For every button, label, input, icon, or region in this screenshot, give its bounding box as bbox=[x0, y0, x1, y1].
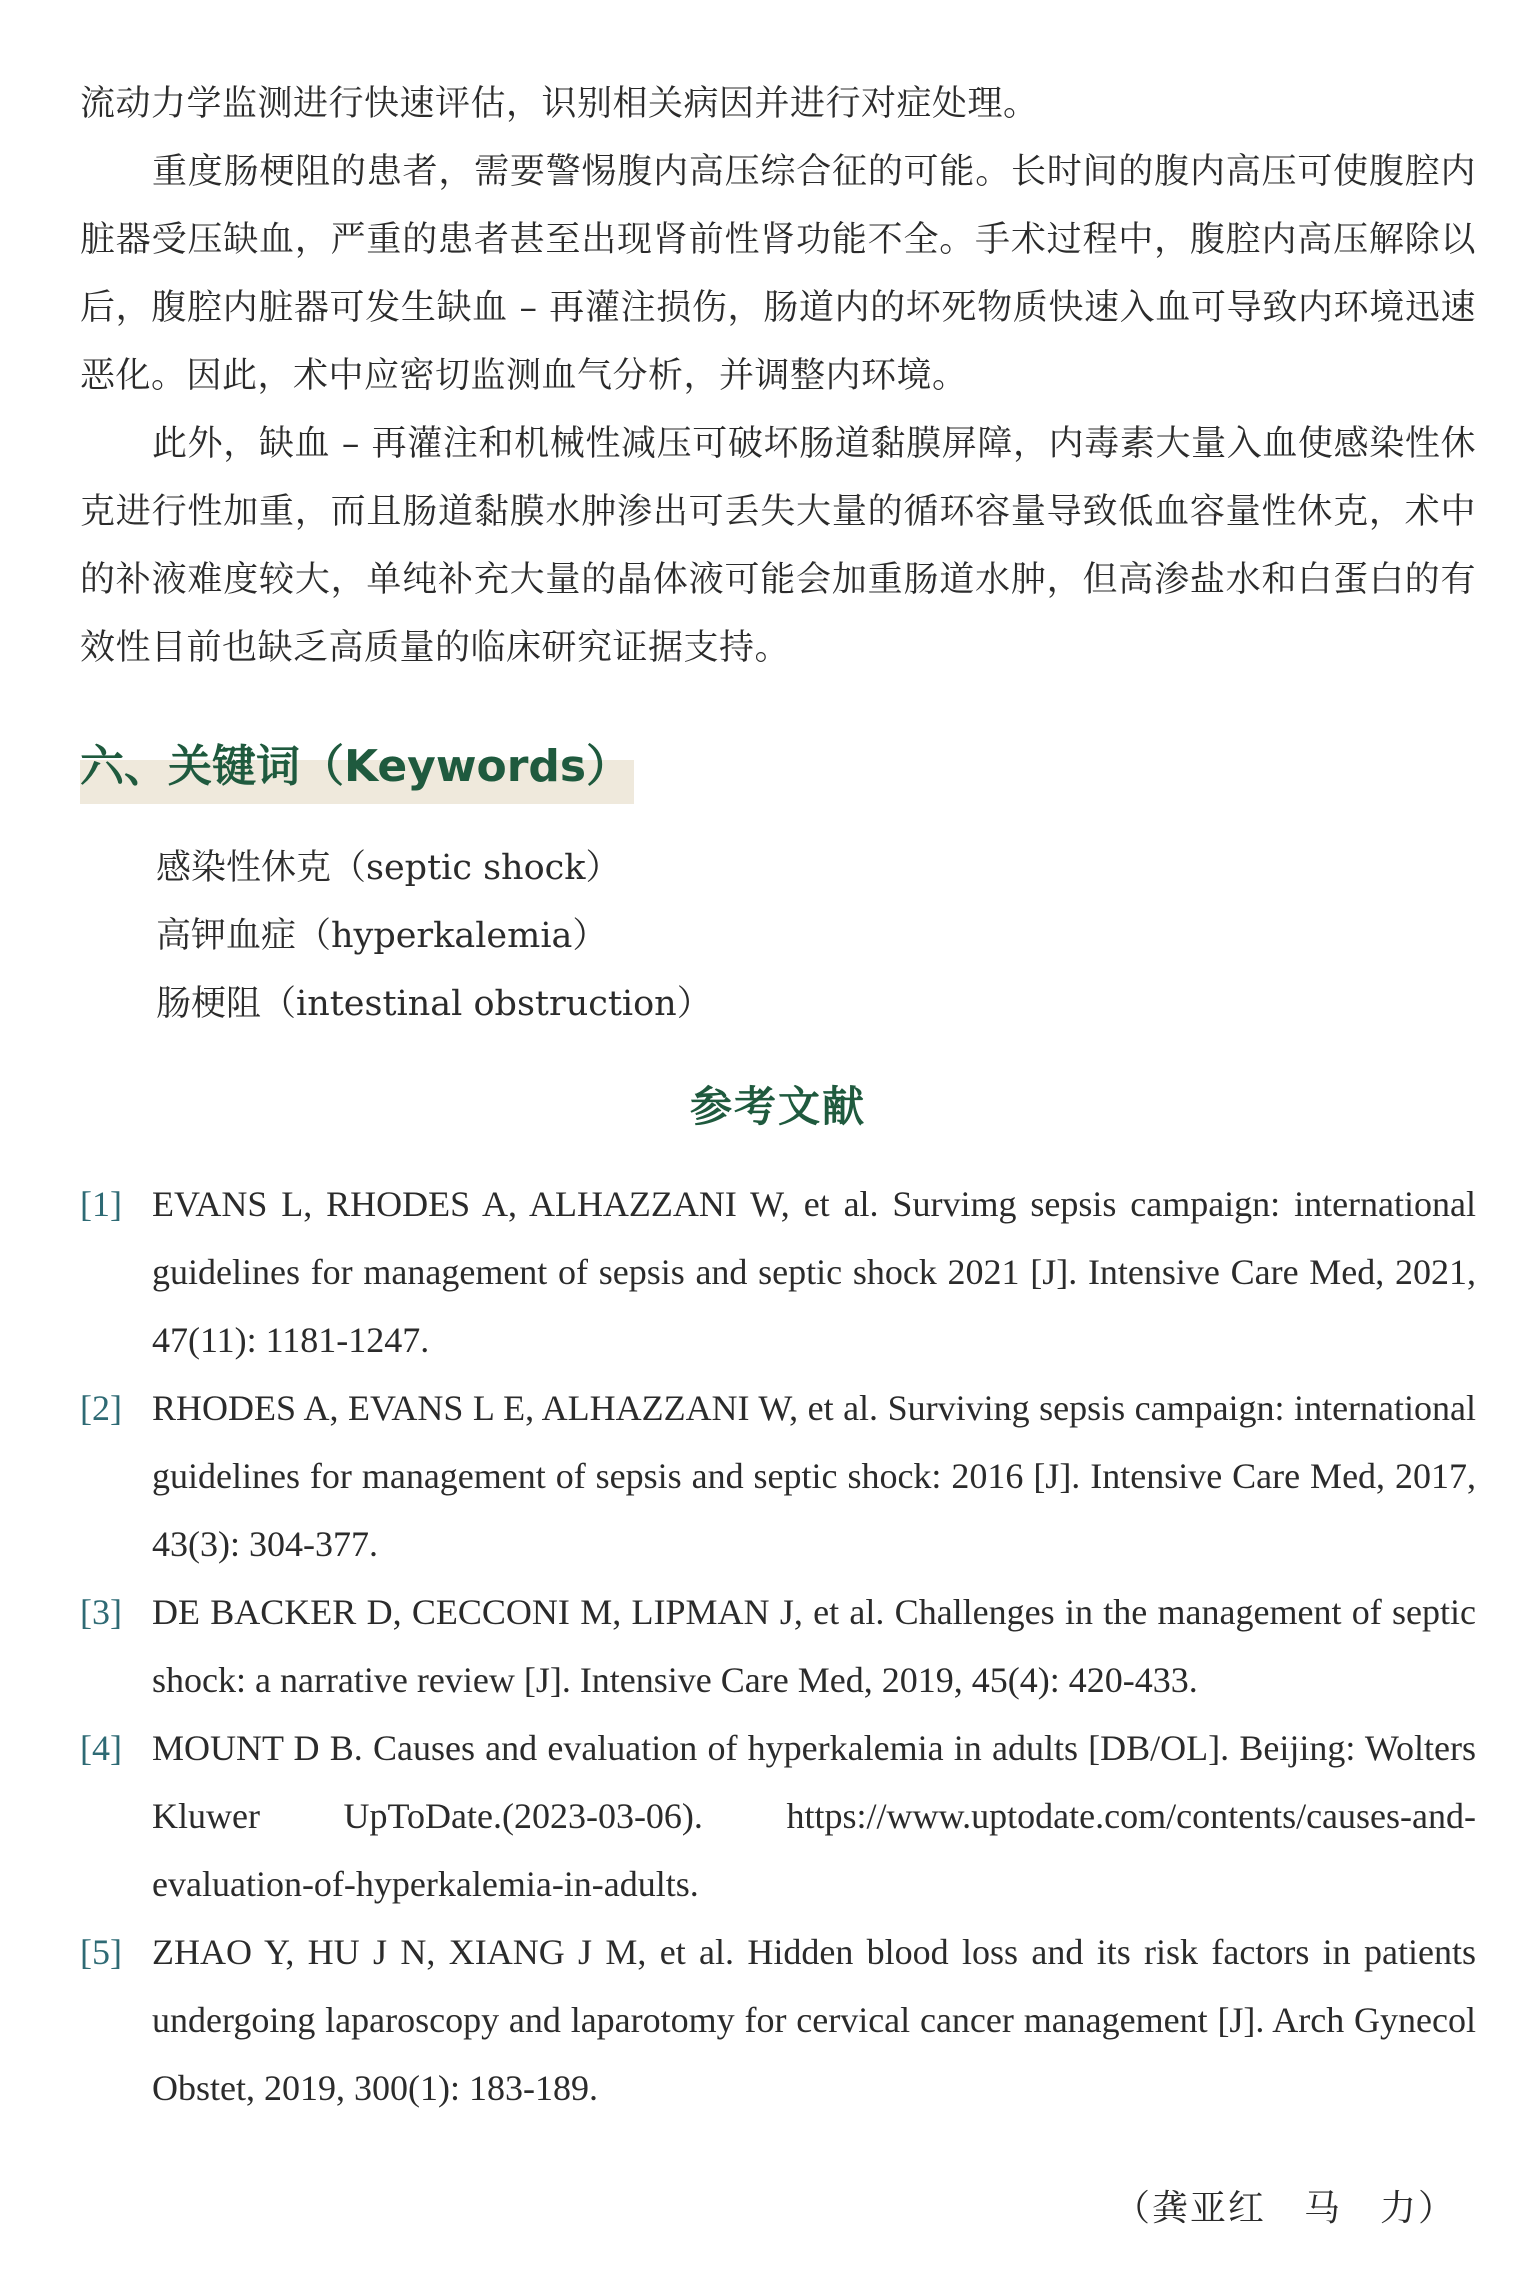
reference-text: RHODES A, EVANS L E, ALHAZZANI W, et al. Surviving sepsis campaign: international guidelines for management of sepsis and septic shock: 2016 [J]. Intensive Care Med, 2017, 43(3): 304-377. bbox=[152, 1388, 1476, 1564]
reference-number: [4] bbox=[80, 1728, 122, 1768]
reference-text: ZHAO Y, HU J N, XIANG J M, et al. Hidden blood loss and its risk factors in patients undergoing laparoscopy and laparotomy for cervical cancer management [J]. Arch Gynecol Obstet, 2019, 300(1): 183-189. bbox=[152, 1932, 1476, 2108]
body-paragraph-continued: 流动力学监测进行快速评估，识别相关病因并进行对症处理。 bbox=[80, 84, 1039, 124]
keywords-section bbox=[80, 682, 1476, 1038]
reference-number: [5] bbox=[80, 1932, 122, 1972]
keywords-heading: 六、关键词（Keywords） bbox=[80, 724, 634, 804]
reference-number: [3] bbox=[80, 1592, 122, 1632]
reference-text: DE BACKER D, CECCONI M, LIPMAN J, et al. Challenges in the management of septic shock: a narrative review [J]. Intensive Care Med, 2019, 45(4): 420-433. bbox=[152, 1592, 1476, 1700]
reference-item bbox=[80, 1578, 1476, 1714]
reference-number: [1] bbox=[80, 1184, 122, 1224]
reference-item bbox=[80, 1918, 1476, 2122]
body-paragraph-fluid-therapy: 此外，缺血 – 再灌注和机械性减压可破坏肠道黏膜屏障，内毒素大量入血使感染性休克进行性加重，而且肠道黏膜水肿渗出可丢失大量的循环容量导致低血容量性休克，术中的补液难度较大，单纯补充大量的晶体液可能会加重肠道水肿，但高渗盐水和白蛋白的有效性目前也缺乏高质量的临床研究证据支持。 bbox=[80, 424, 1476, 668]
references-list bbox=[80, 1170, 1476, 2122]
keyword-item: 高钾血症（hyperkalemia） bbox=[156, 916, 608, 956]
reference-item bbox=[80, 1714, 1476, 1918]
reference-item bbox=[80, 1170, 1476, 1374]
references-title: 参考文献 bbox=[689, 1082, 866, 1131]
references-section bbox=[80, 1074, 1476, 2122]
reference-item bbox=[80, 1374, 1476, 1578]
keyword-item: 感染性休克（septic shock） bbox=[156, 848, 621, 888]
keywords-list bbox=[80, 834, 1476, 1038]
reference-text: MOUNT D B. Causes and evaluation of hyperkalemia in adults [DB/OL]. Beijing: Wolters Kluwer UpToDate.(2023-03-06). https://www.uptodate.com/contents/causes-and-evaluation-of-hyperkalemia-in-adults. bbox=[152, 1728, 1476, 1904]
reference-number: [2] bbox=[80, 1388, 122, 1428]
author-signature: （龚亚红 马 力） bbox=[1113, 2188, 1456, 2229]
document-page bbox=[80, 70, 1476, 2122]
keyword-item: 肠梗阻（intestinal obstruction） bbox=[156, 984, 712, 1024]
reference-text: EVANS L, RHODES A, ALHAZZANI W, et al. Survimg sepsis campaign: international guidelines for management of sepsis and septic shock 2021 [J]. Intensive Care Med, 2021, 47(11): 1181-1247. bbox=[152, 1184, 1476, 1360]
body-paragraph-abdominal-hypertension: 重度肠梗阻的患者，需要警惕腹内高压综合征的可能。长时间的腹内高压可使腹腔内脏器受压缺血，严重的患者甚至出现肾前性肾功能不全。手术过程中，腹腔内高压解除以后，腹腔内脏器可发生缺血 – 再灌注损伤，肠道内的坏死物质快速入血可导致内环境迅速恶化。因此，术中应密切监测血气分析，并调整内环境。 bbox=[80, 152, 1476, 396]
